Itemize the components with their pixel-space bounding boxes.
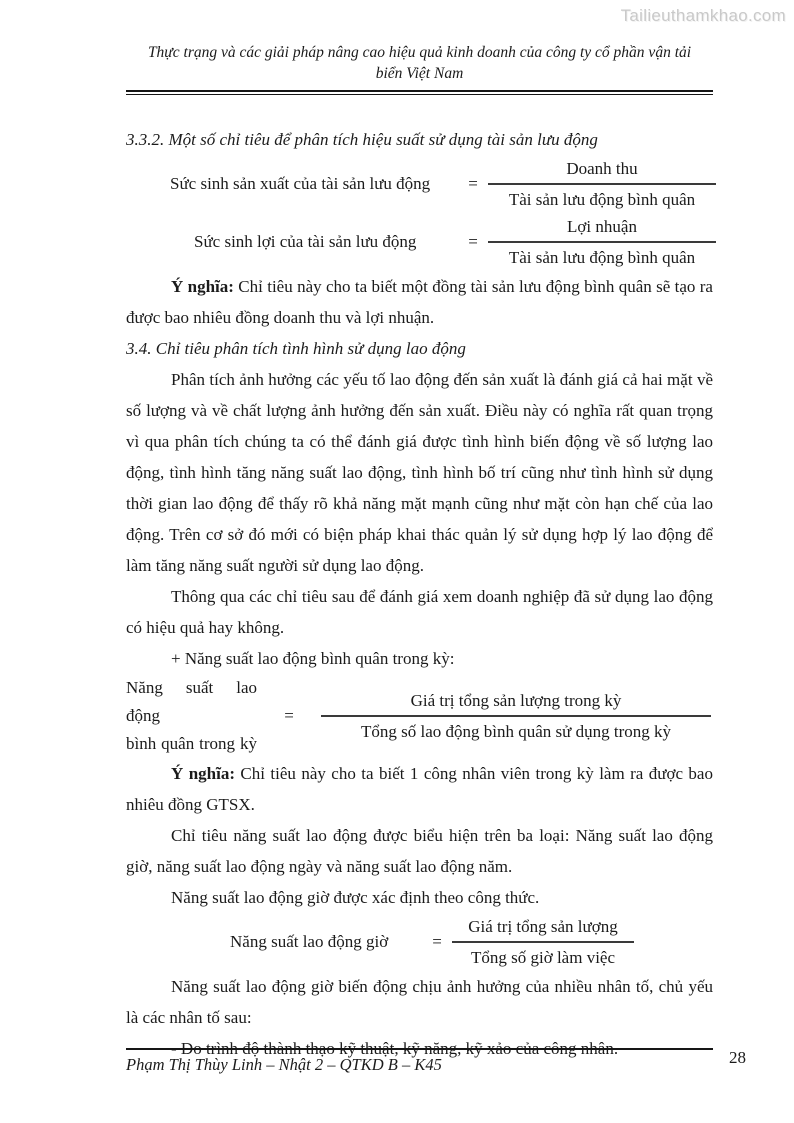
formula-suc-sinh-san-xuat (126, 155, 713, 213)
formula4-equals: = (432, 932, 442, 951)
formula2-fraction (488, 213, 716, 271)
formula1-numerator: Doanh thu (488, 155, 716, 185)
formula3-equals: = (284, 706, 294, 725)
header-title-line1: Thực trạng và các giải pháp nâng cao hiệu quả kinh doanh của công ty cổ phần vận tải (147, 44, 692, 61)
formula3-label-line1: Năng suất lao động (126, 678, 257, 725)
meaning2-text: Chỉ tiêu này cho ta biết 1 công nhân viên trong kỳ làm ra được bao nhiêu đồng GTSX. (126, 764, 713, 814)
page-footer (126, 1048, 746, 1076)
formula4-fraction (452, 913, 634, 971)
section-heading-34: 3.4. Chỉ tiêu phân tích tình hình sử dụng lao động (126, 339, 466, 358)
formula-nang-suat-gio (126, 913, 713, 971)
formula4-label: Năng suất lao động giờ (230, 932, 389, 951)
formula3-label (126, 674, 257, 758)
formula1-fraction (488, 155, 716, 213)
formula1-denominator: Tài sản lưu động bình quân (508, 190, 696, 209)
formula3-denominator: Tổng số lao động bình quân sử dụng trong kỳ (360, 722, 671, 741)
header-title-line2: biển Việt Nam (375, 65, 464, 82)
paragraph-labor-analysis: Phân tích ảnh hưởng các yếu tố lao động đến sản xuất là đánh giá cả hai mặt về số lượng và về chất lượng ảnh hưởng đến sản xuất. Điều này có nghĩa rất quan trọng vì qua phân tích chúng ta có thể đánh giá được tình hình biến động về số lượng lao động, tình hình tăng năng suất lao động, tình hình bố trí cũng như tình hình sử dụng thời gian lao động để thấy rõ khả năng mặt mạnh cũng như mặt còn hạn chế của lao động. Trên cơ sở đó mới có biện pháp khai thác quản lý sử dụng hợp lý lao động để làm tăng năng suất người sử dụng lao động. (126, 370, 713, 575)
formula2-label: Sức sinh lợi của tài sản lưu động (194, 232, 417, 251)
formula4-denominator: Tổng số giờ làm việc (470, 948, 616, 967)
bullet-trinhdo: - Do trình độ thành thạo kỹ thuật, kỹ năng, kỹ xảo của công nhân. (171, 1039, 619, 1058)
watermark: Tailieuthamkhao.com (620, 6, 786, 25)
paragraph-thongqua: Thông qua các chỉ tiêu sau để đánh giá xem doanh nghiệp đã sử dụng lao động có hiệu quả hay không. (126, 587, 713, 637)
meaning1-text: Chỉ tiêu này cho ta biết một đồng tài sản lưu động bình quân sẽ tạo ra được bao nhiêu đồng doanh thu và lợi nhuận. (126, 277, 713, 327)
meaning2-label: Ý nghĩa: (171, 764, 235, 783)
paragraph-gio-dinh: Năng suất lao động giờ được xác định theo công thức. (171, 888, 540, 907)
bullet-nangsuat: + Năng suất lao động bình quân trong kỳ: (171, 649, 455, 668)
formula1-equals: = (468, 174, 478, 193)
paragraph-meaning2 (126, 758, 713, 820)
formula-nang-suat-binh-quan (126, 674, 713, 758)
paragraph-chitieu: Chỉ tiêu năng suất lao động được biểu hiện trên ba loại: Năng suất lao động giờ, năng suất lao động ngày và năng suất lao động năm. (126, 826, 713, 876)
meaning1-label: Ý nghĩa: (171, 277, 234, 296)
formula2-numerator: Lợi nhuận (488, 213, 716, 243)
paragraph-meaning1 (126, 271, 713, 333)
formula3-fraction (321, 687, 711, 745)
formula-suc-sinh-loi (126, 213, 713, 271)
header-rule (126, 90, 713, 95)
paragraph-giobiendong: Năng suất lao động giờ biến động chịu ảnh hưởng của nhiều nhân tố, chủ yếu là các nhân tố sau: (126, 977, 713, 1027)
footer-author: Phạm Thị Thùy Linh – Nhật 2 – QTKD B – K45 (126, 1048, 713, 1076)
formula2-denominator: Tài sản lưu động bình quân (508, 248, 696, 267)
section-heading-332: 3.3.2. Một số chỉ tiêu để phân tích hiệu suất sử dụng tài sản lưu động (126, 130, 598, 149)
formula2-equals: = (468, 232, 478, 251)
page-number: 28 (729, 1048, 746, 1067)
formula3-numerator: Giá trị tổng sản lượng trong kỳ (321, 687, 711, 717)
formula4-numerator: Giá trị tổng sản lượng (452, 913, 634, 943)
formula1-label: Sức sinh sản xuất của tài sản lưu động (170, 174, 431, 193)
document-body (126, 124, 713, 1064)
formula3-label-line2: bình quân trong kỳ (126, 734, 257, 753)
